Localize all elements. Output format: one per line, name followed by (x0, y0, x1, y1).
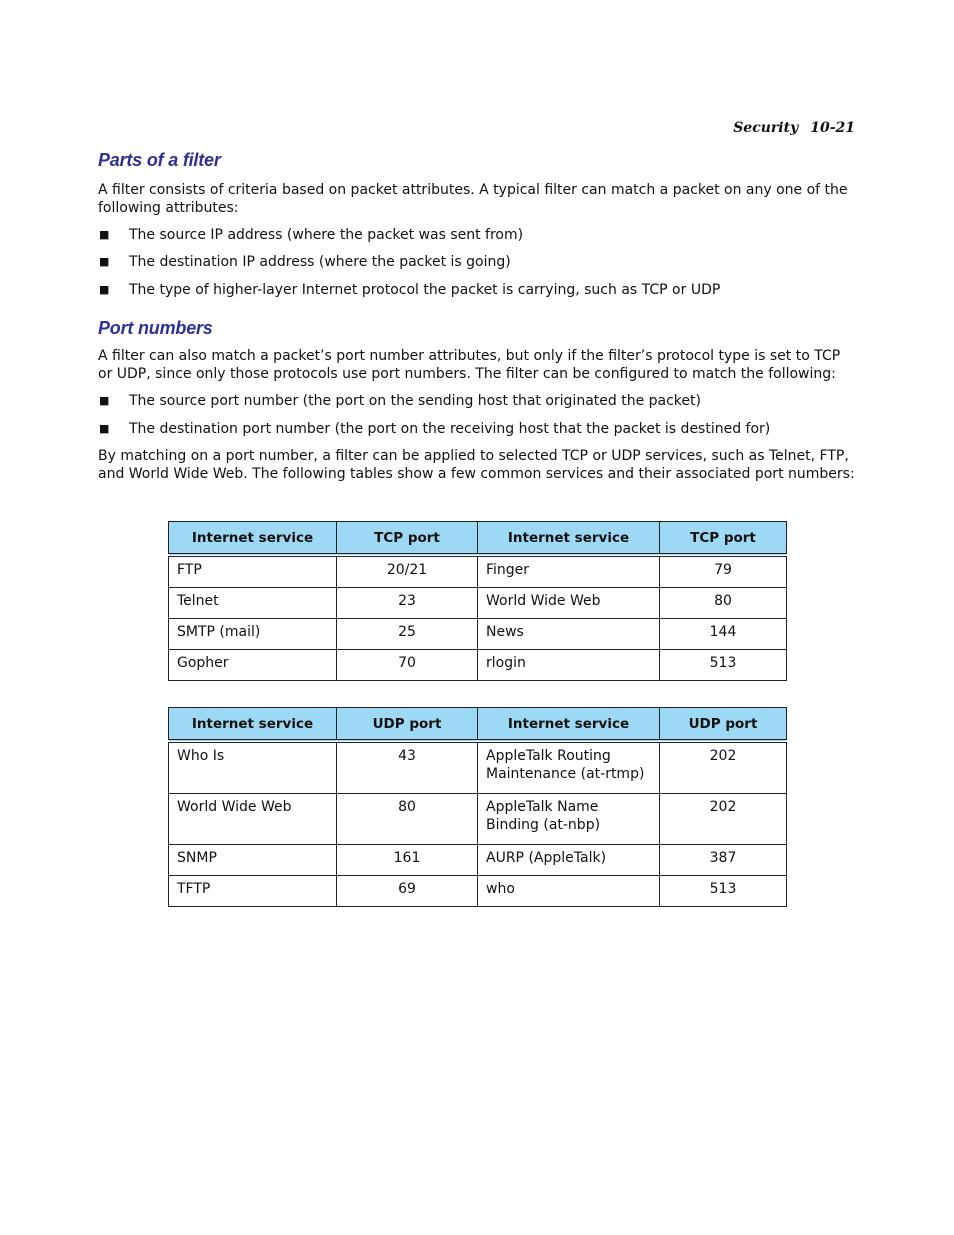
column-header: Internet service (478, 708, 660, 742)
table-header-row (169, 522, 787, 556)
list-item: ■ The type of higher-layer Internet protocol the packet is carrying, such as TCP or UDP (99, 282, 721, 298)
section2-bullet-list (98, 392, 858, 438)
running-head-page-number: 10-21 (810, 120, 855, 136)
table-cell: 202 (660, 741, 787, 794)
table-cell: 70 (337, 650, 478, 681)
table-cell: who (478, 876, 660, 907)
bullet-icon: ■ (99, 422, 110, 435)
table-row (169, 741, 787, 794)
table-cell: World Wide Web (478, 588, 660, 619)
column-header: Internet service (169, 708, 337, 742)
bullet-icon: ■ (99, 283, 110, 296)
table-cell: 79 (660, 555, 787, 588)
table-cell: 25 (337, 619, 478, 650)
table-cell: AppleTalk Routing Maintenance (at-rtmp) (478, 741, 660, 794)
table-cell: 387 (660, 845, 787, 876)
table-cell: rlogin (478, 650, 660, 681)
table-cell: 80 (337, 794, 478, 845)
running-head (733, 120, 855, 136)
table-cell: 20/21 (337, 555, 478, 588)
section-heading-parts-of-a-filter: Parts of a filter (98, 150, 221, 170)
table-cell: Telnet (169, 588, 337, 619)
table-cell: 23 (337, 588, 478, 619)
table-header-row (169, 708, 787, 742)
table-row (169, 876, 787, 907)
running-head-section: Security (733, 120, 799, 136)
list-item: ■ The source IP address (where the packet was sent from) (99, 227, 524, 243)
table-row (169, 555, 787, 588)
table-row (169, 845, 787, 876)
bullet-icon: ■ (99, 228, 110, 241)
table-cell: World Wide Web (169, 794, 337, 845)
table-cell: Finger (478, 555, 660, 588)
section-heading-port-numbers: Port numbers (98, 318, 213, 338)
udp-port-table (168, 707, 787, 907)
table-cell: 69 (337, 876, 478, 907)
section1-bullet-list (98, 226, 858, 299)
table-cell: 161 (337, 845, 478, 876)
table-cell: FTP (169, 555, 337, 588)
table-cell: 513 (660, 876, 787, 907)
table-row (169, 588, 787, 619)
section2-outro: By matching on a port number, a filter can be applied to selected TCP or UDP services, such as Telnet, FTP, and World Wide Web. The following tables show a few common services and their associated port numbers: (98, 448, 855, 482)
table-cell: TFTP (169, 876, 337, 907)
table-cell: 202 (660, 794, 787, 845)
table-cell: 80 (660, 588, 787, 619)
section1-intro: A filter consists of criteria based on packet attributes. A typical filter can match a packet on any one of the following attributes: (98, 182, 848, 216)
table-cell: Gopher (169, 650, 337, 681)
table-cell: SNMP (169, 845, 337, 876)
table-row (169, 650, 787, 681)
section2-intro: A filter can also match a packet’s port number attributes, but only if the filter’s protocol type is set to TCP or UDP, since only those protocols use port numbers. The filter can be configured to match the following: (98, 348, 841, 382)
table-cell: 513 (660, 650, 787, 681)
table-cell: 144 (660, 619, 787, 650)
table-cell: Who Is (169, 741, 337, 794)
list-item: ■ The source port number (the port on the sending host that originated the packet) (99, 393, 701, 409)
page-content (98, 148, 858, 483)
column-header: TCP port (660, 522, 787, 556)
table-row (169, 794, 787, 845)
table-cell: AppleTalk Name Binding (at-nbp) (478, 794, 660, 845)
bullet-icon: ■ (99, 394, 110, 407)
column-header: UDP port (337, 708, 478, 742)
column-header: Internet service (478, 522, 660, 556)
list-item: ■ The destination IP address (where the packet is going) (99, 254, 511, 270)
table-cell: SMTP (mail) (169, 619, 337, 650)
column-header: TCP port (337, 522, 478, 556)
column-header: Internet service (169, 522, 337, 556)
table-row (169, 619, 787, 650)
table-cell: AURP (AppleTalk) (478, 845, 660, 876)
bullet-icon: ■ (99, 255, 110, 268)
table-cell: 43 (337, 741, 478, 794)
table-cell: News (478, 619, 660, 650)
column-header: UDP port (660, 708, 787, 742)
tcp-port-table (168, 521, 787, 681)
list-item: ■ The destination port number (the port on the receiving host that the packet is destined for) (99, 421, 771, 437)
